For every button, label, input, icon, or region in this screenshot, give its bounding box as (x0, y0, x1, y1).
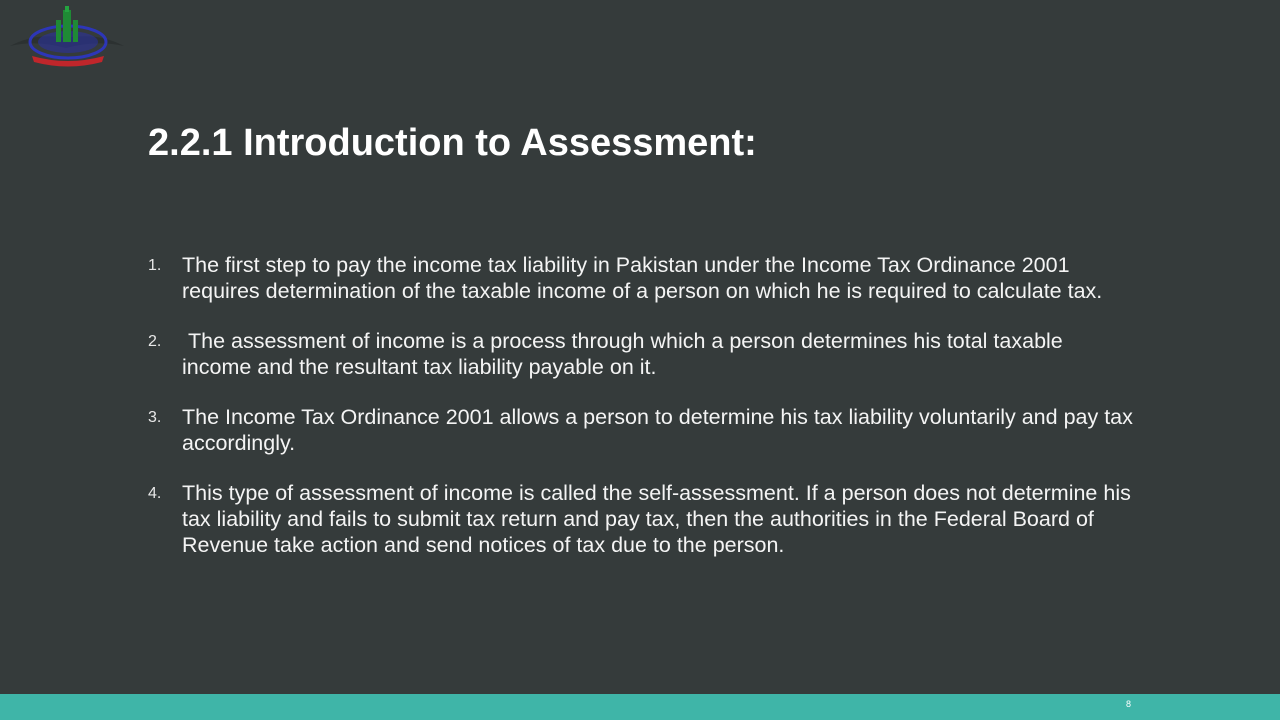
numbered-list (148, 252, 1138, 582)
list-item-text: The Income Tax Ordinance 2001 allows a person to determine his tax liability voluntarily and pay tax accordingly. (182, 405, 1133, 455)
list-item-text: The assessment of income is a process through which a person determines his total taxable income and the resultant tax liability payable on it. (182, 329, 1069, 379)
slide-title: 2.2.1 Introduction to Assessment: (148, 122, 757, 164)
footer-bar (0, 694, 1280, 720)
list-item-number: 4. (148, 485, 162, 502)
list-item (148, 404, 1138, 456)
page-number: 8 (1126, 699, 1132, 709)
list-item-number: 2. (148, 333, 162, 350)
list-item-text: This type of assessment of income is called the self-assessment. If a person does not determine his tax liability and fails to submit tax return and pay tax, then the authorities in the Federal Board of Revenue take action and send notices of tax due to the person. (182, 481, 1131, 557)
list-item-number: 3. (148, 409, 162, 426)
list-item (148, 252, 1138, 304)
list-item (148, 480, 1138, 558)
list-item-text: The first step to pay the income tax liability in Pakistan under the Income Tax Ordinance 2001 requires determination of the taxable income of a person on which he is required to calculate tax. (182, 253, 1103, 303)
institution-logo (6, 4, 128, 72)
list-item-number: 1. (148, 257, 162, 274)
list-item (148, 328, 1138, 380)
